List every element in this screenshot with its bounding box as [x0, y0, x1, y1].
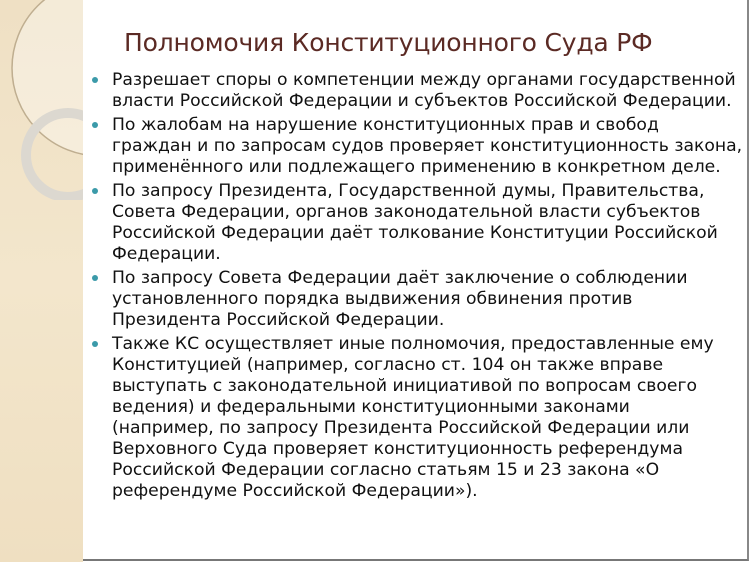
bullet-item: [92, 268, 742, 331]
bullet-text-line: По запросу Президента, Государственной думы, Правительства,: [112, 181, 705, 201]
bullet-text-line: Президента Российской Федерации.: [112, 310, 445, 330]
bullet-dot-icon: [92, 341, 98, 347]
slide-title: Полномочия Конституционного Суда РФ: [124, 28, 653, 57]
bullet-text-line: ведения) и федеральными конституционными законами: [112, 397, 630, 417]
bullet-text-line: По жалобам на нарушение конституционных прав и свобод: [112, 115, 659, 135]
bullet-item: [92, 115, 742, 178]
bullet-text-line: власти Российской Федерации и субъектов Российской Федерации.: [112, 91, 732, 111]
bullet-text-line: Разрешает споры о компетенции между органами государственной: [112, 70, 736, 90]
bullet-dot-icon: [92, 275, 98, 281]
bullet-dot-icon: [92, 188, 98, 194]
bullet-text-line: выступать с законодательной инициативой по вопросам своего: [112, 376, 698, 396]
bullet-text-line: Российской Федерации даёт толкование Конституции Российской: [112, 223, 718, 243]
bullet-dot-icon: [92, 77, 98, 83]
bullet-list: [92, 70, 742, 505]
bullet-text-line: применённого или подлежащего применению в конкретном деле.: [112, 157, 721, 177]
bullet-text-line: установленного порядка выдвижения обвинения против: [112, 289, 633, 309]
bullet-text-line: граждан и по запросам судов проверяет конституционность закона,: [112, 136, 743, 156]
bullet-item: [92, 70, 742, 112]
bullet-text-line: Конституцией (например, согласно ст. 104 он также вправе: [112, 355, 664, 375]
bullet-text-line: По запросу Совета Федерации даёт заключение о соблюдении: [112, 268, 688, 288]
bullet-text-line: Верховного Суда проверяет конституционность референдума: [112, 439, 683, 459]
bullet-text-line: Российской Федерации согласно статьям 15 и 23 закона «О: [112, 460, 660, 480]
bullet-text-line: референдуме Российской Федерации»).: [112, 481, 478, 501]
bullet-text-line: Федерации.: [112, 244, 221, 264]
bullet-dot-icon: [92, 122, 98, 128]
bullet-text-line: (например, по запросу Президента Российской Федерации или: [112, 418, 690, 438]
bullet-text-line: Также КС осуществляет иные полномочия, предоставленные ему: [112, 334, 714, 354]
bullet-item: [92, 181, 742, 265]
bullet-item: [92, 334, 742, 502]
bullet-text-line: Совета Федерации, органов законодательной власти субъектов: [112, 202, 701, 222]
